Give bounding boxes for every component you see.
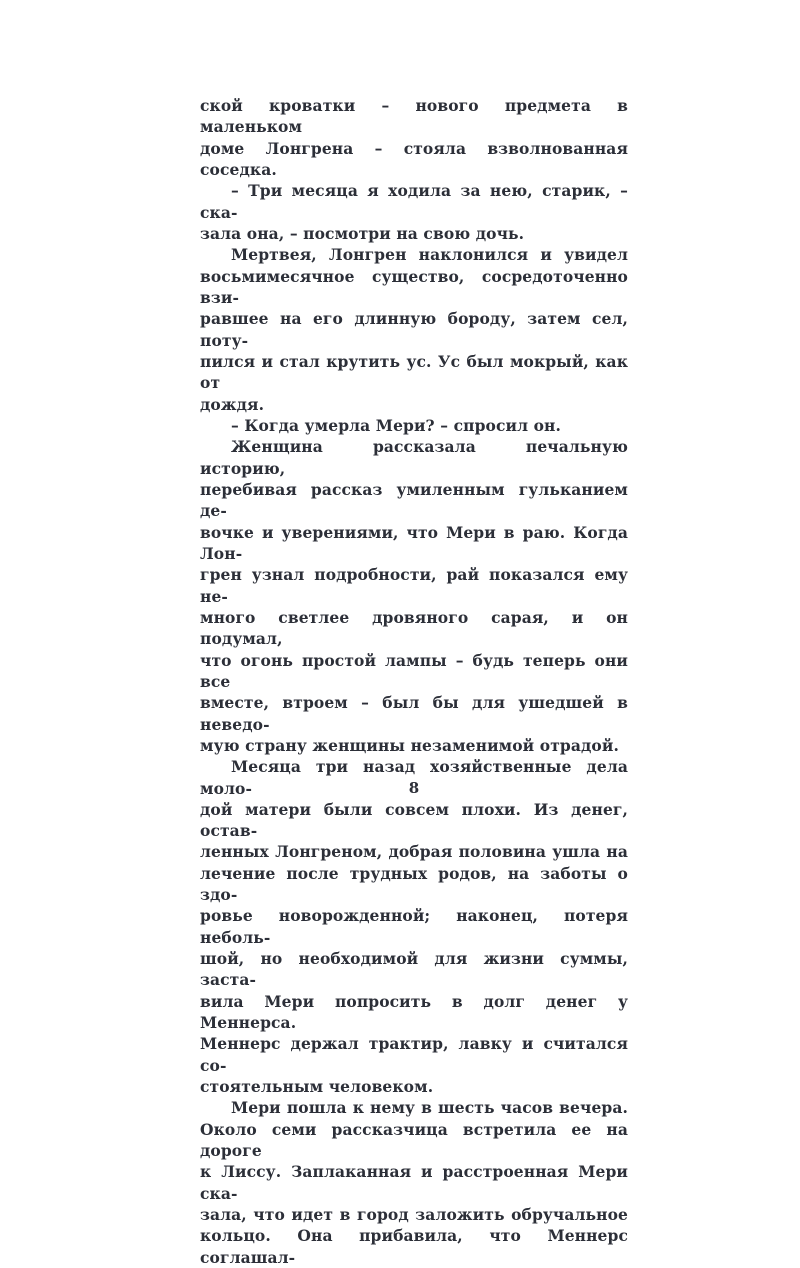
paragraph bbox=[200, 756, 628, 1097]
text-line: вочке и уверениями, что Мери в раю. Когда Лон- bbox=[200, 522, 628, 563]
text-line: Женщина рассказала печальную историю, bbox=[200, 437, 628, 478]
text-line: к Лиссу. Заплаканная и расстроенная Мери ска- bbox=[200, 1162, 628, 1203]
text-line: лечение после трудных родов, на заботы о здо- bbox=[200, 863, 628, 905]
page-number: 8 bbox=[408, 779, 420, 797]
paragraph bbox=[200, 436, 628, 756]
paragraph bbox=[200, 1097, 628, 1268]
text-line: – Когда умерла Мери? – спросил он. bbox=[231, 415, 561, 435]
page-text bbox=[200, 95, 628, 1268]
text-line: ленных Лонгреном, добрая половина ушла на bbox=[200, 842, 628, 862]
text-line: Мертвея, Лонгрен наклонился и увидел bbox=[231, 245, 628, 265]
text-line: ской кроватки – нового предмета в маленьком bbox=[200, 96, 628, 137]
text-line: Месяца три назад хозяйственные дела моло- bbox=[200, 757, 628, 798]
text-line: перебивая рассказ умиленным гульканием де- bbox=[200, 479, 628, 521]
text-line: восьмимесячное существо, сосредоточенно взи- bbox=[200, 266, 628, 307]
text-line: зала она, – посмотри на свою дочь. bbox=[200, 223, 525, 243]
text-line: кольцо. Она прибавила, что Меннерс соглашал- bbox=[200, 1226, 628, 1267]
text-line: что огонь простой лампы – будь теперь они все bbox=[200, 650, 628, 691]
text-line: шой, но необходимой для жизни суммы, заста- bbox=[200, 949, 628, 990]
text-line: – Три месяца я ходила за нею, старик, – ска- bbox=[200, 181, 628, 222]
text-line: стоятельным человеком. bbox=[200, 1077, 434, 1097]
text-line: много светлее дровяного сарая, и он подумал, bbox=[200, 607, 628, 649]
text-line: вила Мери попросить в долг денег у Меннерса. bbox=[200, 991, 628, 1033]
text-line: Около семи рассказчица встретила ее на дороге bbox=[200, 1119, 628, 1161]
text-line: мую страну женщины незаменимой отрадой. bbox=[200, 735, 619, 755]
paragraph bbox=[200, 95, 628, 180]
text-line: Мери пошла к нему в шесть часов вечера. bbox=[231, 1098, 628, 1118]
text-line: дождя. bbox=[200, 394, 265, 414]
text-line: доме Лонгрена – стояла взволнованная соседка. bbox=[200, 138, 628, 179]
text-line: вместе, втроем – был бы для ушедшей в неведо- bbox=[200, 693, 628, 734]
text-line: Меннерс держал трактир, лавку и считался со- bbox=[200, 1034, 628, 1075]
text-line: зала, что идет в город заложить обручальное bbox=[200, 1205, 628, 1225]
text-line: пился и стал крутить ус. Ус был мокрый, как от bbox=[200, 351, 628, 393]
text-line: ровье новорожденной; наконец, потеря неболь- bbox=[200, 906, 628, 947]
text-line: равшее на его длинную бороду, затем сел, поту- bbox=[200, 309, 628, 350]
paragraph bbox=[200, 415, 628, 436]
text-line: грен узнал подробности, рай показался ему не- bbox=[200, 565, 628, 606]
paragraph bbox=[200, 180, 628, 244]
paragraph bbox=[200, 244, 628, 415]
text-line: дой матери были совсем плохи. Из денег, остав- bbox=[200, 799, 628, 841]
